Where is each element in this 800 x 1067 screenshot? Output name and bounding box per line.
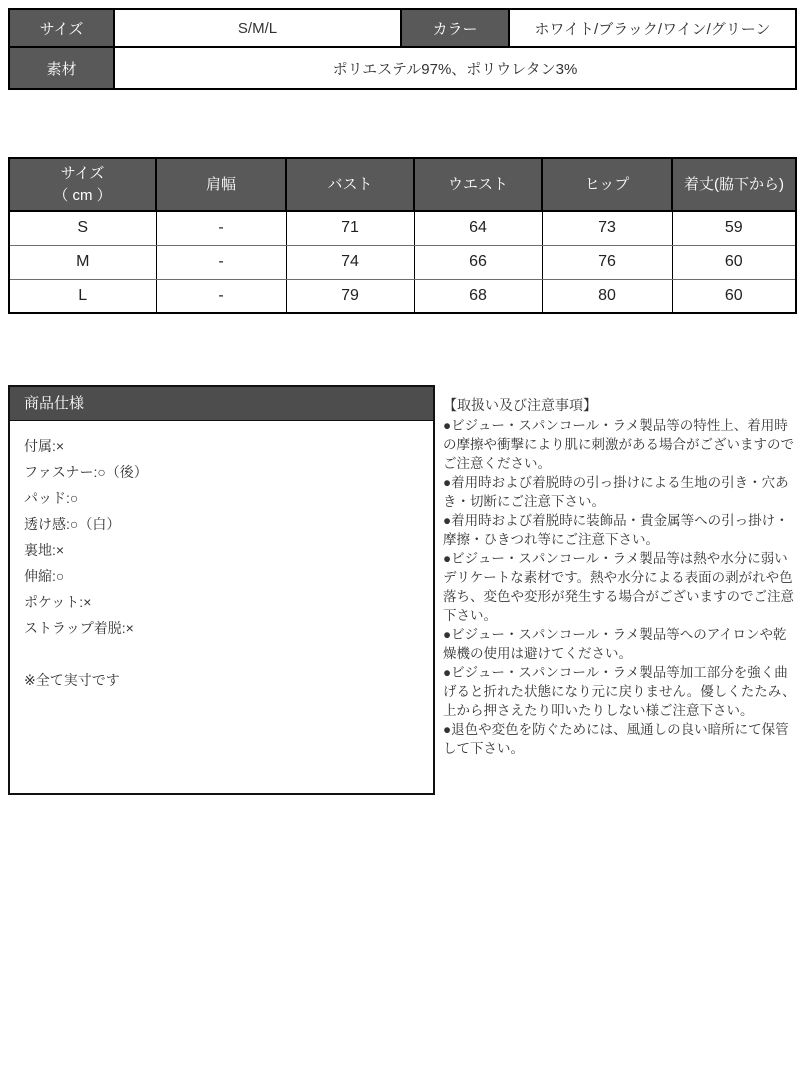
cell-waist: 64 [414, 211, 542, 245]
spec-item-lining: 裏地:× [24, 542, 65, 558]
size-value-cell: S/M/L [114, 9, 401, 47]
cell-bust: 79 [286, 279, 414, 313]
header-size-line2: （ cm ） [53, 186, 112, 204]
cell-waist: 66 [414, 245, 542, 279]
care-note-snagging: ●着用時および着脱時の引っ掛けによる生地の引き・穴あき・切断にご注意下さい。 [443, 475, 789, 509]
cell-shoulder: - [156, 245, 286, 279]
size-table-header-row [9, 158, 796, 211]
cell-hip: 73 [542, 211, 672, 245]
cell-length: 60 [672, 245, 796, 279]
material-label-cell: 素材 [9, 47, 114, 89]
cell-waist: 68 [414, 279, 542, 313]
cell-length: 60 [672, 279, 796, 313]
cell-bust: 74 [286, 245, 414, 279]
spec-item-pocket: ポケット:× [24, 594, 92, 610]
spec-item-accessory: 付属:× [24, 438, 65, 454]
material-value-cell: ポリエステル97%、ポリウレタン3% [114, 47, 796, 89]
header-shoulder: 肩幅 [156, 158, 286, 211]
spec-measurement-note: ※全て実寸です [24, 672, 120, 688]
cell-hip: 80 [542, 279, 672, 313]
cell-size: L [9, 279, 156, 313]
info-row-material [9, 47, 796, 89]
care-note-heat-water: ●ビジュー・スパンコール・ラメ製品等は熱や水分に弱いデリケートな素材です。熱や水分による表面の剥がれや色落ち、変色や変形が発生する場合がございますのでご注意下さい。 [443, 551, 794, 623]
header-length: 着丈(脇下から) [672, 158, 796, 211]
cell-size: M [9, 245, 156, 279]
size-label-cell: サイズ [9, 9, 114, 47]
spec-box-body [10, 421, 433, 693]
color-label-cell: カラー [401, 9, 509, 47]
care-note-friction: ●ビジュー・スパンコール・ラメ製品等の特性上、着用時の摩擦や衝撃により肌に刺激がある場合がございますのでご注意ください。 [443, 418, 794, 471]
product-info-table [8, 8, 797, 90]
table-row-m [9, 245, 796, 279]
header-hip: ヒップ [542, 158, 672, 211]
info-row-size-color [9, 9, 796, 47]
care-notes-section [443, 396, 797, 758]
care-note-bending: ●ビジュー・スパンコール・ラメ製品等加工部分を強く曲げると折れた状態になり元に戻りません。優しくたたみ、上から押さえたり叩いたりしない様ご注意下さい。 [443, 665, 796, 718]
product-spec-box [8, 385, 435, 795]
care-note-storage: ●退色や変色を防ぐためには、風通しの良い暗所にて保管して下さい。 [443, 722, 789, 756]
header-size-line1: サイズ [60, 164, 105, 182]
spec-item-fastener: ファスナー:○（後） [24, 464, 148, 480]
header-bust: バスト [286, 158, 414, 211]
cell-size: S [9, 211, 156, 245]
care-note-iron-dryer: ●ビジュー・スパンコール・ラメ製品等へのアイロンや乾燥機の使用は避けてください。 [443, 627, 787, 661]
spec-item-strap: ストラップ着脱:× [24, 620, 134, 636]
care-note-jewelry: ●着用時および着脱時に装飾品・貴金属等への引っ掛け・摩擦・ひきつれ等にご注意下さい。 [443, 513, 789, 547]
header-size-cm [9, 158, 156, 211]
care-notes-title: 【取扱い及び注意事項】 [443, 397, 597, 413]
size-measurement-table [8, 157, 797, 314]
spec-item-sheerness: 透け感:○（白） [24, 516, 121, 532]
color-value-cell: ホワイト/ブラック/ワイン/グリーン [509, 9, 796, 47]
cell-length: 59 [672, 211, 796, 245]
header-waist: ウエスト [414, 158, 542, 211]
spec-item-stretch: 伸縮:○ [24, 568, 65, 584]
spec-box-title: 商品仕様 [10, 387, 433, 421]
cell-shoulder: - [156, 279, 286, 313]
table-row-s [9, 211, 796, 245]
cell-shoulder: - [156, 211, 286, 245]
cell-hip: 76 [542, 245, 672, 279]
cell-bust: 71 [286, 211, 414, 245]
spec-item-pad: パッド:○ [24, 490, 79, 506]
table-row-l [9, 279, 796, 313]
